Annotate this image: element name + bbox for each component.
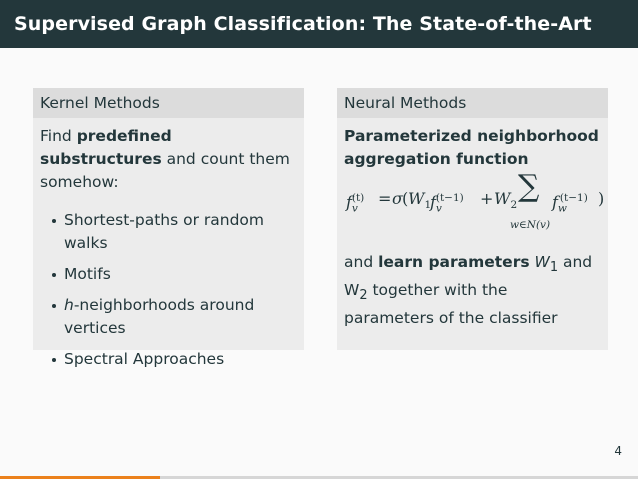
outro-post: together with the parameters of the classifier: [344, 281, 558, 328]
formula-lhs: $f_v^{(t)}$: [346, 192, 365, 215]
formula-w2: $W_2$: [494, 189, 518, 212]
formula-fv-prev: $f_v^{(t-1)}$: [430, 192, 464, 215]
list-item-text: Shortest-paths or random walks: [64, 211, 265, 252]
formula-sum-subscript: w∈N(v): [510, 219, 551, 231]
list-item-text: Motifs: [64, 265, 111, 283]
neural-methods-block: [337, 88, 608, 350]
formula-equals: =: [378, 189, 392, 208]
slide-title: Supervised Graph Classification: The State-of-the-Art: [14, 13, 592, 35]
formula-fw-prev: $f_w^{(t-1)}$: [552, 192, 588, 215]
outro-sub1: 1: [549, 260, 559, 276]
list-item-text: Spectral Approaches: [64, 350, 225, 368]
formula-close-paren: ): [598, 189, 605, 208]
kernel-methods-block: [33, 88, 304, 368]
kernel-methods-body: [33, 118, 304, 371]
list-item-emphasis: h: [64, 296, 74, 314]
formula-sum: ∑: [518, 169, 540, 204]
outro-and: and W: [344, 253, 593, 300]
list-item: [40, 209, 296, 255]
formula-plus: +: [480, 189, 494, 208]
bullet-icon: [52, 358, 56, 362]
aggregation-formula: [344, 169, 605, 239]
outro-sub2: 2: [359, 288, 368, 304]
kernel-intro-bold: predefined substructures: [40, 127, 172, 168]
neural-outro: [344, 251, 600, 330]
neural-bold-text: Parameterized neighborhood aggregation function: [344, 127, 599, 168]
kernel-intro: [40, 125, 296, 194]
kernel-intro-pre: Find: [40, 127, 77, 145]
kernel-items-list: [40, 209, 296, 371]
neural-methods-body: [337, 118, 608, 330]
page-number: 4: [614, 444, 622, 458]
bullet-icon: [52, 219, 56, 223]
list-item: [40, 294, 296, 340]
formula-open-paren: (: [402, 189, 409, 208]
outro-w1: W: [529, 253, 550, 271]
list-item-text: -neighborhoods around vertices: [64, 296, 255, 337]
bullet-icon: [52, 304, 56, 308]
neural-methods-heading: Neural Methods: [337, 88, 608, 118]
list-item: [40, 263, 296, 286]
outro-pre: and: [344, 253, 379, 271]
kernel-methods-heading: Kernel Methods: [33, 88, 304, 118]
formula-w1: $W_1$: [408, 189, 432, 212]
slide-header: [0, 0, 638, 48]
bullet-icon: [52, 273, 56, 277]
neural-bold-line: [344, 125, 600, 171]
list-item: [40, 348, 296, 371]
kernel-intro-post: and count them somehow:: [40, 150, 290, 191]
formula-sigma: σ: [392, 189, 403, 208]
outro-bold: learn parameters: [378, 253, 530, 271]
